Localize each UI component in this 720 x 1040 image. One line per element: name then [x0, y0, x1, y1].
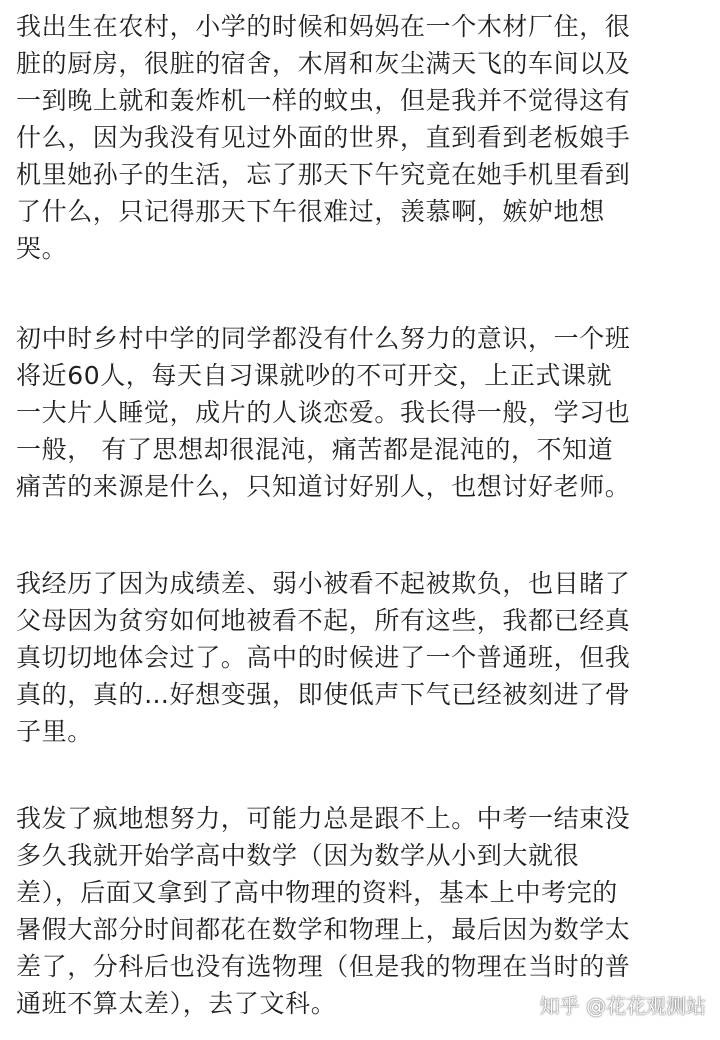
text-line: 多久我就开始学高中数学（因为数学从小到大就很 — [16, 841, 580, 870]
text-line: 差），后面又拿到了高中物理的资料，基本上中考完的 — [16, 878, 618, 907]
text-line: 什么，因为我没有见过外面的世界，直到看到老板娘手 — [16, 123, 631, 152]
text-line: 我经历了因为成绩差、弱小被看不起被欺负，也目睹了 — [16, 569, 631, 598]
text-line: 真切切地体会过了。高中的时候进了一个普通班，但我 — [16, 643, 631, 672]
text-line: 我出生在农村，小学的时候和妈妈在一个木材厂住，很 — [16, 12, 631, 41]
watermark: 知乎 @花花观测站 — [539, 994, 706, 1018]
text-line: 真的，真的…好想变强，即使低声下气已经被刻进了骨 — [16, 680, 631, 709]
text-line: 暑假大部分时间都花在数学和物理上，最后因为数学太 — [16, 915, 631, 944]
text-line: 痛苦的来源是什么，只知道讨好别人，也想讨好老师。 — [16, 472, 631, 501]
text-line: 机里她孙子的生活，忘了那天下午究竟在她手机里看到 — [16, 160, 631, 189]
text-line: 哭。 — [16, 234, 68, 263]
text-line: 父母因为贫穷如何地被看不起，所有这些，我都已经真 — [16, 606, 631, 635]
text-line: 差了，分科后也没有选物理（但是我的物理在当时的普 — [16, 952, 631, 981]
text-line: 了什么，只记得那天下午很难过，羡慕啊，嫉妒地想 — [16, 197, 605, 226]
text-line: 一大片人睡觉，成片的人谈恋爱。我长得一般，学习也 — [16, 398, 631, 427]
text-line: 一般， 有了思想却很混沌，痛苦都是混沌的，不知道 — [16, 435, 614, 464]
text-line: 初中时乡村中学的同学都没有什么努力的意识，一个班 — [16, 324, 631, 353]
text-line: 将近60人，每天自习课就吵的不可开交，上正式课就 — [16, 361, 613, 390]
text-line: 子里。 — [16, 717, 93, 746]
text-line: 脏的厨房，很脏的宿舍，木屑和灰尘满天飞的车间以及 — [16, 49, 631, 78]
text-line: 我发了疯地想努力，可能力总是跟不上。中考一结束没 — [16, 804, 631, 833]
text-line: 一到晚上就和轰炸机一样的蚊虫，但是我并不觉得这有 — [16, 86, 631, 115]
text-line: 通班不算太差），去了文科。 — [16, 989, 337, 1018]
